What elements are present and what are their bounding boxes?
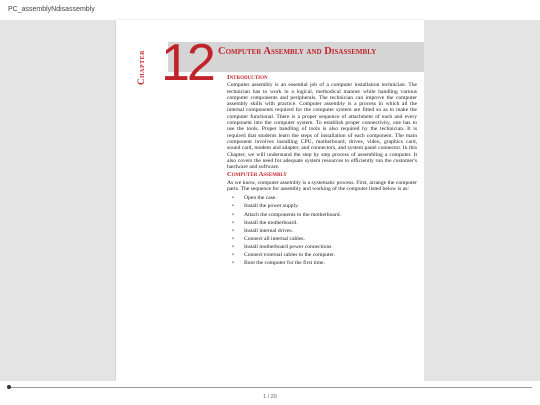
list-item bbox=[227, 211, 417, 219]
bullet-icon: • bbox=[232, 195, 234, 202]
list-item bbox=[227, 243, 417, 251]
bullet-icon: • bbox=[232, 211, 234, 218]
introduction-paragraph: Computer assembly is an essential job of a computer installation technician. The technician has to work in a logical, methodical manner while handling various computer components and peripherals. The technician can improve the computer assembly skills with practice. Computer assembly is a process in which all the internal components required for the computer system are fitted so as to make the computer functional. There is a proper sequence of attachment of each and every component into the computer system. To establish proper connectivity, one has to use the tools. Proper handling of tools is also required by the technician. It is required that students learn the steps of installation of each component. The main component involves installing CPU, motherboard, drives, video, graphics card, sound card, modem and adapter, and connectors, and system panel connector. In this Chapter, we will understand the step by step process of assembling a computer. It also covers the need for adequate system resources to efficiently run the customer's hardware and software. bbox=[227, 82, 417, 171]
window-title-bar bbox=[0, 0, 540, 20]
step-text: Open the case. bbox=[244, 195, 277, 202]
list-item bbox=[227, 251, 417, 259]
step-text: Install internal drives. bbox=[244, 227, 293, 234]
bullet-icon: • bbox=[232, 235, 234, 242]
progress-handle[interactable] bbox=[7, 385, 11, 389]
viewer-right-gutter bbox=[424, 20, 540, 381]
section-heading-computer-assembly: Computer Assembly bbox=[227, 171, 287, 179]
bullet-icon: • bbox=[232, 219, 234, 226]
list-item bbox=[227, 259, 417, 267]
bullet-icon: • bbox=[232, 260, 234, 267]
bullet-icon: • bbox=[232, 227, 234, 234]
page-indicator: 1 / 29 bbox=[263, 394, 277, 400]
viewer-footer bbox=[0, 381, 540, 405]
chapter-title: Computer Assembly and Disassembly bbox=[218, 46, 377, 57]
pdf-page bbox=[116, 20, 424, 381]
document-viewport[interactable] bbox=[0, 20, 540, 381]
list-item bbox=[227, 227, 417, 235]
step-text: Install the power supply. bbox=[244, 203, 299, 210]
list-item bbox=[227, 235, 417, 243]
step-text: Boot the computer for the first time. bbox=[244, 260, 325, 267]
chapter-label: Chapter bbox=[136, 49, 146, 85]
assembly-paragraph: As we know, computer assembly is a systematic process. First, arrange the computer parts. The sequence for assembly and working of the computer listed below is as: bbox=[227, 179, 417, 193]
step-text: Connect external cables to the computer. bbox=[244, 252, 336, 258]
list-item bbox=[227, 194, 417, 202]
bullet-icon: • bbox=[232, 243, 234, 250]
step-text: Connect all internal cables. bbox=[244, 235, 305, 242]
step-text: Install motherboard power connections bbox=[244, 243, 332, 250]
page-progress-slider[interactable] bbox=[8, 387, 532, 388]
step-text: Attach the components to the motherboard. bbox=[244, 211, 341, 218]
bullet-icon: • bbox=[232, 203, 234, 210]
section-heading-introduction: Introduction bbox=[227, 74, 268, 81]
chapter-number: 12 bbox=[161, 34, 213, 92]
document-title: PC_assemblyNdisassembly bbox=[8, 6, 95, 13]
list-item bbox=[227, 202, 417, 210]
step-text: Install the motherboard. bbox=[244, 219, 298, 226]
assembly-steps-list bbox=[227, 194, 417, 267]
page-content bbox=[227, 75, 417, 267]
bullet-icon: • bbox=[232, 252, 234, 258]
list-item bbox=[227, 219, 417, 227]
